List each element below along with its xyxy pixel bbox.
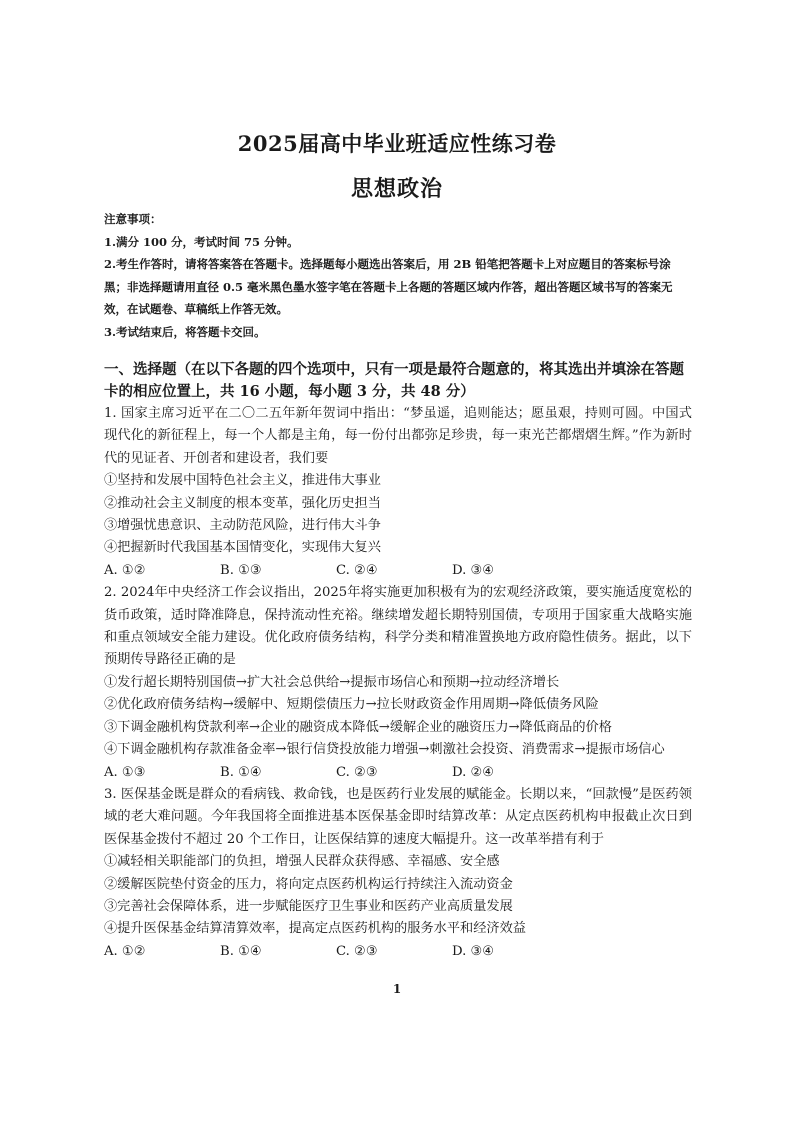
choice-b: B. ①③	[220, 562, 262, 578]
question-option: ④把握新时代我国基本国情变化，实现伟大复兴	[104, 540, 381, 556]
choice-b: B. ①④	[220, 764, 262, 780]
exam-content	[104, 208, 692, 963]
question-2	[104, 582, 692, 784]
question-option: ②缓解医院垫付资金的压力，将向定点医药机构运行持续注入流动资金	[104, 876, 513, 892]
question-option: ④提升医保基金结算清算效率，提高定点医药机构的服务水平和经济效益	[104, 921, 526, 937]
question-stem: 2. 2024年中央经济工作会议指出，2025年将实施更加积极有为的宏观经济政策，要实施适度宽松的货币政策，适时降准降息，保持流动性充裕。继续增发超长期特别国债，专项用于国家重大战略实施和重点领域安全能力建设。优化政府债务结构，科学分类和精准置换地方政府隐性债务。据此，以下预期传导路径正确的是	[104, 585, 692, 668]
question-option: ③增强忧患意识、主动防范风险，进行伟大斗争	[104, 518, 381, 534]
choice-d: D. ③④	[452, 943, 495, 959]
subject-title: 思想政治	[350, 176, 443, 202]
question-option: ③完善社会保障体系，进一步赋能医疗卫生事业和医药产业高质量发展	[104, 898, 513, 914]
question-3	[104, 784, 692, 963]
question-stem: 1. 国家主席习近平在二〇二五年新年贺词中指出：“梦虽遥，追则能达；愿虽艰，持则可圆。中国式现代化的新征程上，每一个人都是主角，每一份付出都弥足珍贵，每一束光芒都熠熠生辉。”作为新时代的见证者、开创者和建设者，我们要	[104, 406, 692, 466]
choice-a: A. ①②	[104, 562, 146, 578]
choice-a: A. ①②	[104, 943, 146, 959]
question-option: ②推动社会主义制度的根本变革，强化历史担当	[104, 495, 381, 511]
question-option: ④下调金融机构存款准备金率→银行信贷投放能力增强→刺激社会投资、消费需求→提振市场信心	[104, 742, 665, 758]
notice-heading: 注意事项：	[104, 212, 162, 226]
question-option: ③下调金融机构贷款利率→企业的融资成本降低→缓解企业的融资压力→降低商品的价格	[104, 719, 612, 735]
notice-item: 2.考生作答时，请将答案答在答题卡。选择题每小题选出答案后，用 2B 铅笔把答题卡上对应题目的答案标号涂黑；非选择题请用直径 0.5 毫米黑色墨水签字笔在答题卡上各题的答题区域内作答，超出答题区域书写的答案无效，在试题卷、草稿纸上作答无效。	[104, 257, 673, 316]
question-option: ①坚持和发展中国特色社会主义，推进伟大事业	[104, 473, 381, 489]
question-stem: 3. 医保基金既是群众的看病钱、救命钱，也是医药行业发展的赋能金。长期以来，“回款慢”是医药领域的老大难问题。今年我国将全面推进基本医保基金即时结算改革：从定点医药机构申报截止次日到医保基金拨付不超过 20 个工作日，让医保结算的速度大幅提升。这一改革举措有利于	[104, 786, 692, 847]
notice-item: 3.考试结束后，将答题卡交回。	[104, 324, 266, 339]
answer-choices	[104, 941, 692, 963]
answer-choices	[104, 560, 692, 582]
choice-c: C. ②③	[336, 943, 378, 959]
notice-block	[104, 208, 692, 343]
choice-c: C. ②④	[336, 562, 378, 578]
question-option: ②优化政府债务结构→缓解中、短期偿债压力→拉长财政资金作用周期→降低债务风险	[104, 697, 599, 713]
question-1	[104, 403, 692, 582]
question-option: ①发行超长期特别国债→扩大社会总供给→提振市场信心和预期→拉动经济增长	[104, 674, 560, 690]
page-number: 1	[392, 982, 402, 996]
choice-d: D. ③④	[452, 562, 495, 578]
page-title: 2025届高中毕业班适应性练习卷	[237, 131, 557, 156]
question-option: ①减轻相关职能部门的负担，增强人民群众获得感、幸福感、安全感	[104, 854, 500, 870]
choice-d: D. ②④	[452, 764, 495, 780]
notice-item: 1.满分 100 分，考试时间 75 分钟。	[104, 234, 299, 249]
choice-a: A. ①③	[104, 764, 146, 780]
choice-c: C. ②③	[336, 764, 378, 780]
answer-choices	[104, 762, 692, 784]
choice-b: B. ①④	[220, 943, 262, 959]
section-heading: 一、选择题（在以下各题的四个选项中，只有一项是最符合题意的，将其选出并填涂在答题卡的相应位置上，共 16 小题，每小题 3 分，共 48 分）	[104, 361, 684, 400]
